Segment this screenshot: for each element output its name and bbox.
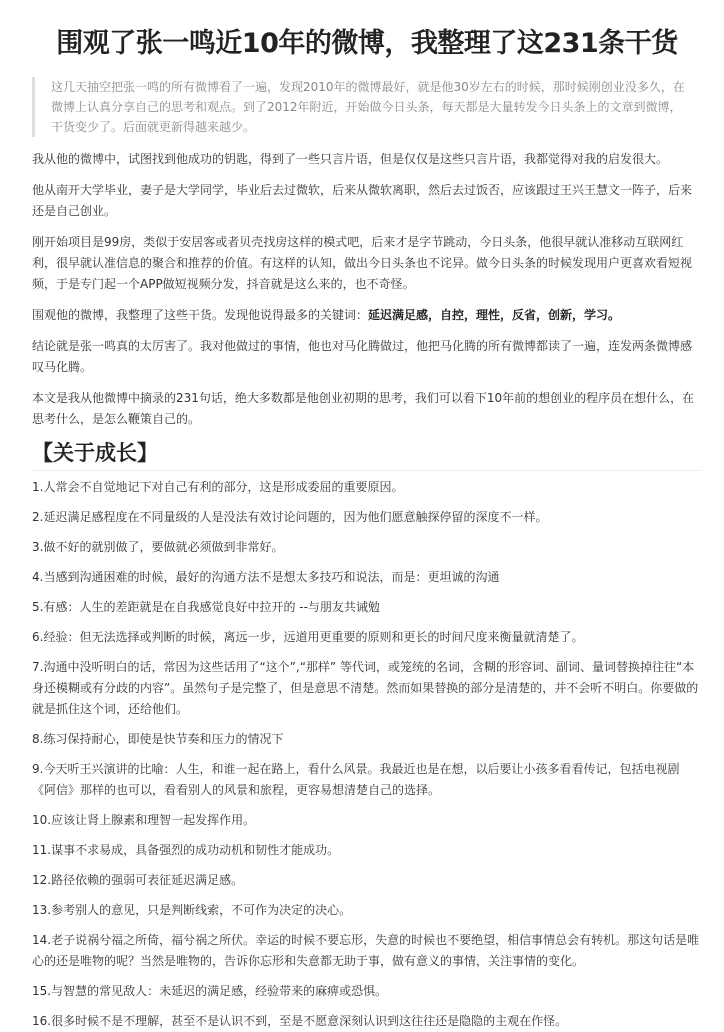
paragraph-keywords xyxy=(32,305,702,326)
intro-blockquote: 这几天抽空把张一鸣的所有微博看了一遍，发现2010年的微博最好，就是他30岁左右的时候，那时候刚创业没多久，在微博上认真分享自己的思考和观点。到了2012年附近，开始做今日头条，每天都是大量转发今日头条上的文章到微博，干货变少了。后面就更新得越来越少。 xyxy=(32,77,702,137)
list-item: 11.谋事不求易成，具备强烈的成功动机和韧性才能成功。 xyxy=(32,843,340,857)
list-item: 1.人常会不自觉地记下对自己有利的部分，这是形成委屈的重要原因。 xyxy=(32,480,404,494)
paragraph-background: 他从南开大学毕业，妻子是大学同学，毕业后去过微软，后来从微软离职，然后去过饭否，应该跟过王兴王慧文一阵子，后来还是自己创业。 xyxy=(32,183,693,218)
keywords-intro: 围观他的微博，我整理了这些干货。发现他说得最多的关键词： xyxy=(32,308,369,322)
list-item: 4.当感到沟通困难的时候，最好的沟通方法不是想太多技巧和说法，而是：更坦诚的沟通 xyxy=(32,570,500,584)
paragraph-conclusion: 结论就是张一鸣真的太厉害了。我对他做过的事情，他也对马化腾做过，他把马化腾的所有微博都读了一遍，连发两条微博感叹马化腾。 xyxy=(32,339,693,374)
list-item: 15.与智慧的常见敌人：未延迟的满足感，经验带来的麻痹或恐惧。 xyxy=(32,984,388,998)
keywords-highlight: 延迟满足感，自控，理性，反省，创新，学习。 xyxy=(368,308,621,322)
list-item: 9.今天听王兴演讲的比喻：人生，和谁一起在路上，看什么风景。我最近也是在想，以后要让小孩多看看传记，包括电视剧《阿信》那样的也可以，看看别人的风景和旅程，更容易想清楚自己的选择。 xyxy=(32,762,680,797)
list-item: 8.练习保持耐心，即使是快节奏和压力的情况下 xyxy=(32,732,284,746)
list-item: 14.老子说祸兮福之所倚，福兮祸之所伏。幸运的时候不要忘形，失意的时候也不要绝望，相信事情总会有转机。那这句话是唯心的还是唯物的呢？当然是唯物的，告诉你忘形和失意都无助于事，做有意义的事情，关注事情的变化。 xyxy=(32,933,700,968)
paragraph-summary: 本文是我从他微博中摘录的231句话，绝大多数都是他创业初期的思考，我们可以看下10年前的想创业的程序员在想什么，在思考什么，是怎么鞭策自己的。 xyxy=(32,391,695,426)
list-item: 5.有感：人生的差距就是在自我感觉良好中拉开的 --与朋友共诫勉 xyxy=(32,600,380,614)
list-item: 16.很多时候不是不理解，甚至不是认识不到，至是不愿意深刻认识到这往往还是隐隐的主观在作怪。 xyxy=(32,1014,568,1028)
list-item: 2.延迟满足感程度在不同量级的人是没法有效讨论问题的，因为他们愿意触探停留的深度不一样。 xyxy=(32,510,548,524)
quote-list xyxy=(32,477,702,1032)
list-item: 13.参考别人的意见，只是判断线索，不可作为决定的决心。 xyxy=(32,903,352,917)
paragraph-career: 刚开始项目是99房，类似于安居客或者贝壳找房这样的模式吧，后来才是字节跳动，今日头条，他很早就认准移动互联网红利，很早就认准信息的聚合和推荐的价值。有这样的认知，做出今日头条也不诧异。做今日头条的时候发现用户更喜欢看短视频，于是专门起一个APP做短视频分发，抖音就是这么来的，也不奇怪。 xyxy=(32,235,693,291)
list-item: 6.经验：但无法选择或判断的时候，离远一步，远道用更重要的原则和更长的时间尺度来衡量就清楚了。 xyxy=(32,630,584,644)
section-title-growth: 【关于成长】 xyxy=(32,438,702,471)
article-title: 围观了张一鸣近10年的微博，我整理了这231条干货 xyxy=(56,28,678,59)
list-item: 3.做不好的就别做了，要做就必须做到非常好。 xyxy=(32,540,284,554)
list-item: 12.路径依赖的强弱可表征延迟满足感。 xyxy=(32,873,244,887)
list-item: 10.应该让肾上腺素和理智一起发挥作用。 xyxy=(32,813,256,827)
paragraph-key-to-success: 我从他的微博中，试图找到他成功的钥匙，得到了一些只言片语，但是仅仅是这些只言片语，我都觉得对我的启发很大。 xyxy=(32,152,669,166)
list-item: 7.沟通中没听明白的话，常因为这些话用了“这个”,“那样” 等代词，或笼统的名词，含糊的形容词、副词、量词替换掉往往“本身还模糊或有分歧的内容”。虽然句子是完整了，但是意思不清楚。然而如果替换的部分是清楚的，并不会听不明白。你要做的就是抓住这个词，还给他们。 xyxy=(32,660,699,716)
